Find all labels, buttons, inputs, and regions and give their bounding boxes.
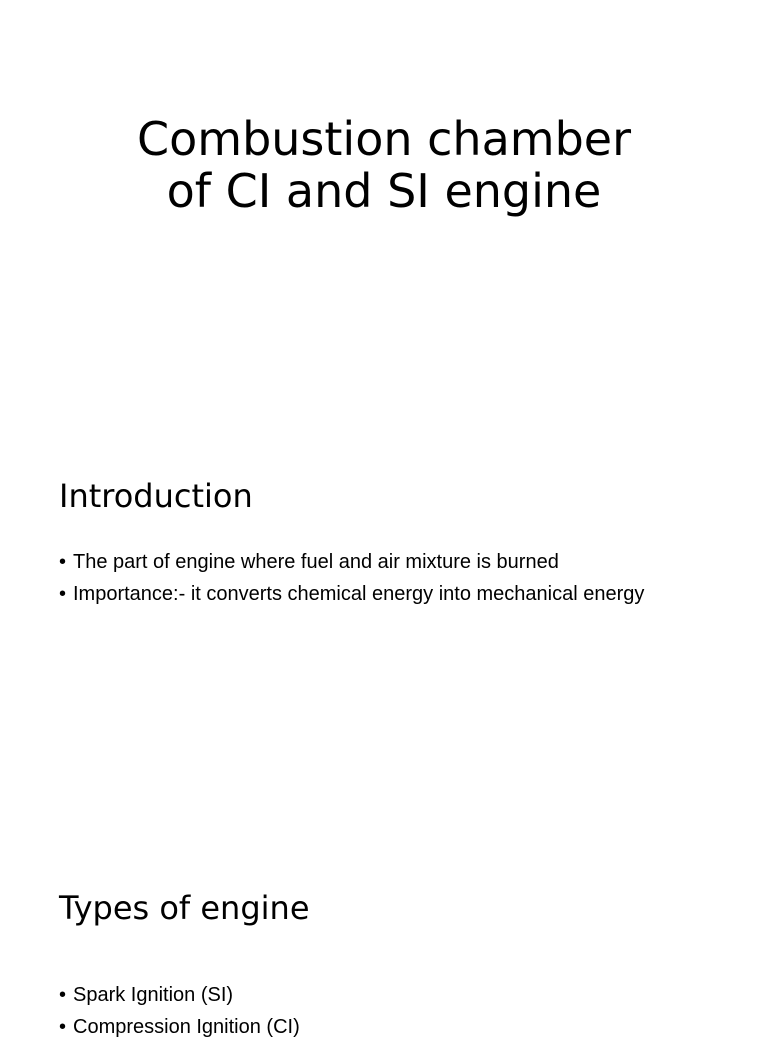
title-line-1: Combustion chamber bbox=[137, 112, 631, 166]
types-of-engine-slide bbox=[0, 824, 768, 1038]
bullet-item: • Importance:- it converts chemical energy into mechanical energy bbox=[59, 578, 644, 610]
title-line-2: of CI and SI engine bbox=[166, 164, 602, 218]
bullet-item: • The part of engine where fuel and air mixture is burned bbox=[59, 546, 644, 578]
bullet-item: • Spark Ignition (SI) bbox=[59, 979, 300, 1011]
introduction-slide bbox=[0, 412, 768, 824]
presentation-title bbox=[0, 113, 768, 217]
bullet-list bbox=[59, 979, 300, 1043]
slide-heading: Types of engine bbox=[59, 889, 310, 927]
slide-heading: Introduction bbox=[59, 477, 253, 515]
bullet-list bbox=[59, 546, 644, 610]
title-slide bbox=[0, 0, 768, 412]
bullet-item: • Compression Ignition (CI) bbox=[59, 1011, 300, 1043]
